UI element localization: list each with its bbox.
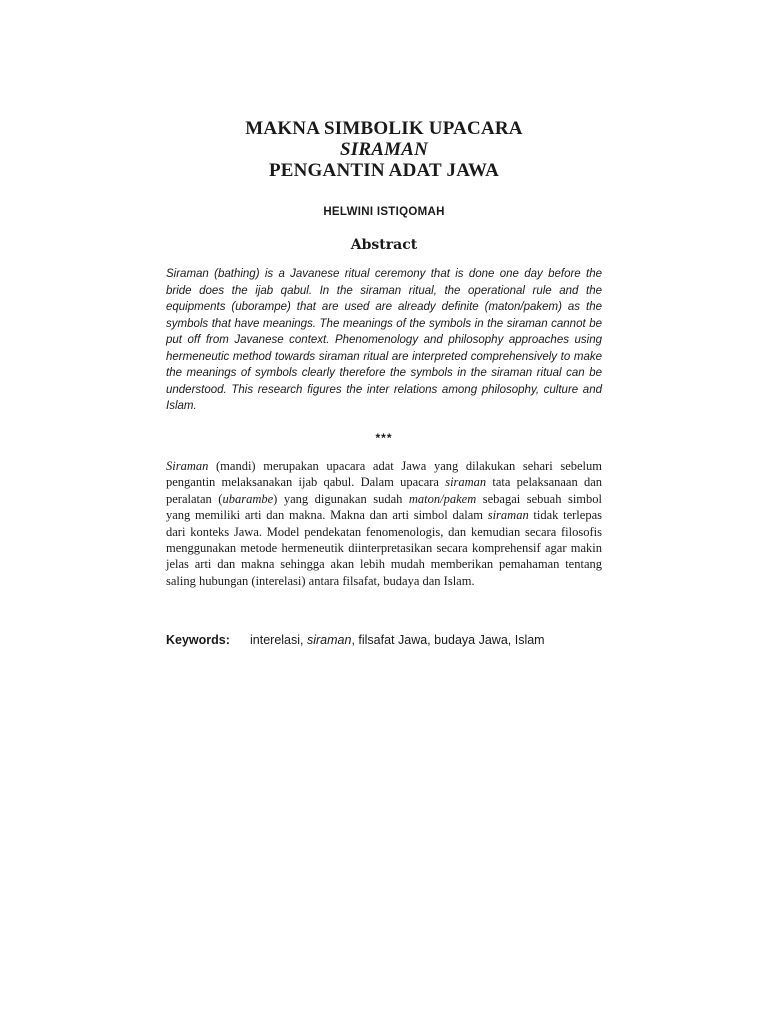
keyword-siraman: siraman bbox=[306, 633, 352, 647]
keyword-text: interelasi, bbox=[250, 633, 307, 647]
term-siraman: siraman bbox=[445, 475, 487, 490]
term-maton-pakem: maton/pakem bbox=[408, 491, 477, 506]
term-siraman: siraman bbox=[487, 508, 529, 523]
section-separator: *** bbox=[375, 431, 393, 445]
abstract-body: Siraman (bathing) is a Javanese ritual ceremony that is done one day before the bride does the ijab qabul. In the siraman ritual, the operational rule and the equipments (uborampe) that are used are already definite (maton/pakem) as the symbols that have meanings. The meanings of the symbols in the siraman cannot be put off from Javanese context. Phenomenology and philosophy approaches using hermeneutic method towards siraman ritual are interpreted comprehensively to make the meanings of symbols clearly therefore the symbols in the siraman ritual can be understood. This research figures the inter relations among philosophy, culture and Islam. bbox=[166, 268, 602, 412]
term-ubarambe: ubarambe bbox=[222, 491, 274, 506]
keyword-text: , filsafat Jawa, budaya Jawa, Islam bbox=[351, 633, 545, 647]
term-siraman: Siraman bbox=[166, 459, 209, 473]
author-name: HELWINI ISTIQOMAH bbox=[323, 206, 445, 218]
title-line-1: MAKNA SIMBOLIK UPACARA bbox=[245, 118, 523, 139]
indonesian-abstract bbox=[166, 458, 602, 589]
text-segment: tidak terlepas dari konteks Jawa. Model pendekatan fenomenologis, dan kemudian secara filosofis menggunakan metode hermeneutik diinterpretasikan secara komprehensif agar makin jelas arti dan makna sehingga akan lebih mudah memberikan pemahaman tentang saling hubungan (interelasi) antara filsafat, budaya dan Islam. bbox=[166, 508, 602, 588]
text-segment: ) yang digunakan sudah bbox=[273, 491, 409, 506]
keywords-label: Keywords: bbox=[166, 633, 230, 647]
abstract-heading: Abstract bbox=[350, 237, 418, 253]
title-line-3: PENGANTIN ADAT JAWA bbox=[268, 160, 500, 181]
text-segment: tata pelaksanaan dan peralatan ( bbox=[166, 475, 602, 506]
text-segment: sebagai sebuah simbol yang memiliki arti dan makna. Makna dan arti simbol dalam bbox=[166, 491, 602, 523]
paper-title bbox=[0, 118, 768, 181]
text-segment: (mandi) merupakan upacara adat Jawa yang dilakukan sehari sebelum pengantin melaksanakan ijab qabul. Dalam upacara bbox=[166, 459, 602, 490]
title-line-2: SIRAMAN bbox=[340, 139, 428, 160]
keywords-line bbox=[166, 631, 602, 649]
